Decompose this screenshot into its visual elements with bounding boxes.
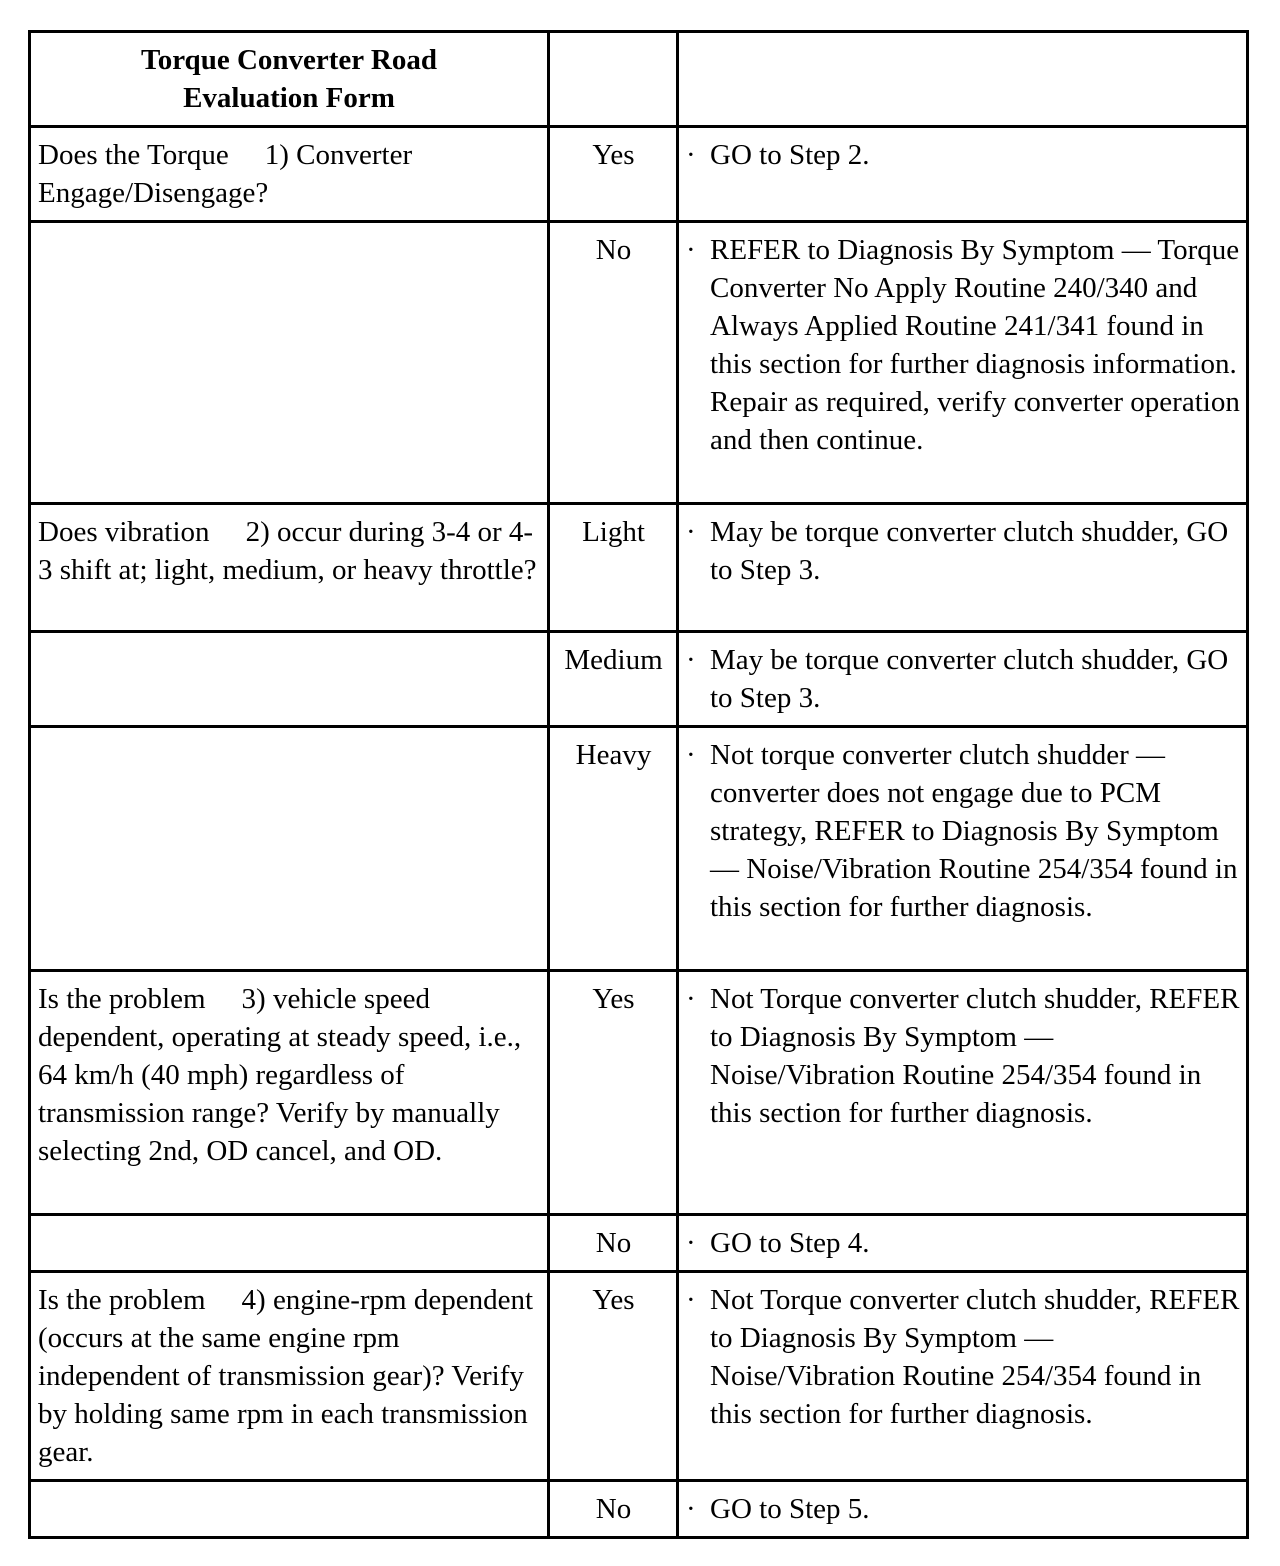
answer-cell: No [549, 222, 678, 504]
question-text-continued: Converter Engage/Disengage? [38, 139, 413, 209]
form-title: Torque Converter Road Evaluation Form [30, 32, 549, 127]
question-text-continued: engine-rpm dependent (occurs at the same engine rpm independent of transmission gear)? Verify by holding same rpm in each transmission gear. [38, 1284, 534, 1468]
result-cell [678, 1481, 1248, 1538]
question-cell [30, 1215, 549, 1272]
result-text: REFER to Diagnosis By Symptom — Torque Converter No Apply Routine 240/340 and Always Applied Routine 241/341 found in this section for further diagnosis information. Repair as required, verify converter operation and then continue. [710, 234, 1240, 456]
step-number: 3) [241, 983, 266, 1015]
step-number: 2) [245, 516, 270, 548]
question-cell [30, 1481, 549, 1538]
result-text: GO to Step 4. [710, 1227, 870, 1259]
result-cell [678, 727, 1248, 971]
question-cell [30, 127, 549, 222]
table-header-row [30, 32, 1248, 127]
table-row [30, 504, 1248, 632]
question-text: Is the problem [38, 983, 206, 1015]
table-row [30, 727, 1248, 971]
result-cell [678, 504, 1248, 632]
question-text-continued: vehicle speed dependent, operating at steady speed, i.e., 64 km/h (40 mph) regardless of transmission range? Verify by manually selecting 2nd, OD cancel, and OD. [38, 983, 522, 1167]
table-row [30, 222, 1248, 504]
question-text: Does the Torque [38, 139, 229, 171]
question-cell [30, 1272, 549, 1481]
answer-cell: Yes [549, 971, 678, 1215]
table-row [30, 971, 1248, 1215]
answer-cell: Heavy [549, 727, 678, 971]
question-cell [30, 727, 549, 971]
result-cell [678, 632, 1248, 727]
answer-cell: No [549, 1215, 678, 1272]
bullet-icon: · [686, 139, 696, 171]
result-text: May be torque converter clutch shudder, GO to Step 3. [710, 644, 1229, 714]
question-cell [30, 632, 549, 727]
bullet-icon: · [686, 644, 696, 676]
result-text: Not torque converter clutch shudder — converter does not engage due to PCM strategy, REFER to Diagnosis By Symptom — Noise/Vibration Routine 254/354 found in this section for further diagnosis. [710, 739, 1238, 923]
question-cell [30, 971, 549, 1215]
table-row [30, 1215, 1248, 1272]
header-col-answer [549, 32, 678, 127]
answer-cell: Light [549, 504, 678, 632]
result-text: GO to Step 2. [710, 139, 870, 171]
bullet-icon: · [686, 1284, 696, 1316]
bullet-icon: · [686, 1227, 696, 1259]
question-text-continued: occur during 3-4 or 4-3 shift at; light, medium, or heavy throttle? [38, 516, 537, 586]
table-row [30, 127, 1248, 222]
table-row [30, 1272, 1248, 1481]
question-text: Is the problem [38, 1284, 206, 1316]
torque-converter-evaluation-table [28, 30, 1249, 1539]
answer-cell: Yes [549, 127, 678, 222]
result-cell [678, 127, 1248, 222]
result-text: GO to Step 5. [710, 1493, 870, 1525]
bullet-icon: · [686, 1493, 696, 1525]
question-text: Does vibration [38, 516, 210, 548]
step-number: 1) [264, 139, 289, 171]
answer-cell: No [549, 1481, 678, 1538]
question-cell [30, 222, 549, 504]
bullet-icon: · [686, 516, 696, 548]
question-cell [30, 504, 549, 632]
answer-cell: Yes [549, 1272, 678, 1481]
step-number: 4) [241, 1284, 266, 1316]
header-col-result [678, 32, 1248, 127]
result-cell [678, 1272, 1248, 1481]
result-text: Not Torque converter clutch shudder, REFER to Diagnosis By Symptom — Noise/Vibration Routine 254/354 found in this section for further diagnosis. [710, 1284, 1240, 1430]
table-row [30, 632, 1248, 727]
result-text: Not Torque converter clutch shudder, REFER to Diagnosis By Symptom — Noise/Vibration Routine 254/354 found in this section for further diagnosis. [710, 983, 1240, 1129]
bullet-icon: · [686, 739, 696, 771]
bullet-icon: · [686, 234, 696, 266]
result-cell [678, 1215, 1248, 1272]
result-text: May be torque converter clutch shudder, GO to Step 3. [710, 516, 1229, 586]
answer-cell: Medium [549, 632, 678, 727]
table-row [30, 1481, 1248, 1538]
result-cell [678, 222, 1248, 504]
bullet-icon: · [686, 983, 696, 1015]
result-cell [678, 971, 1248, 1215]
